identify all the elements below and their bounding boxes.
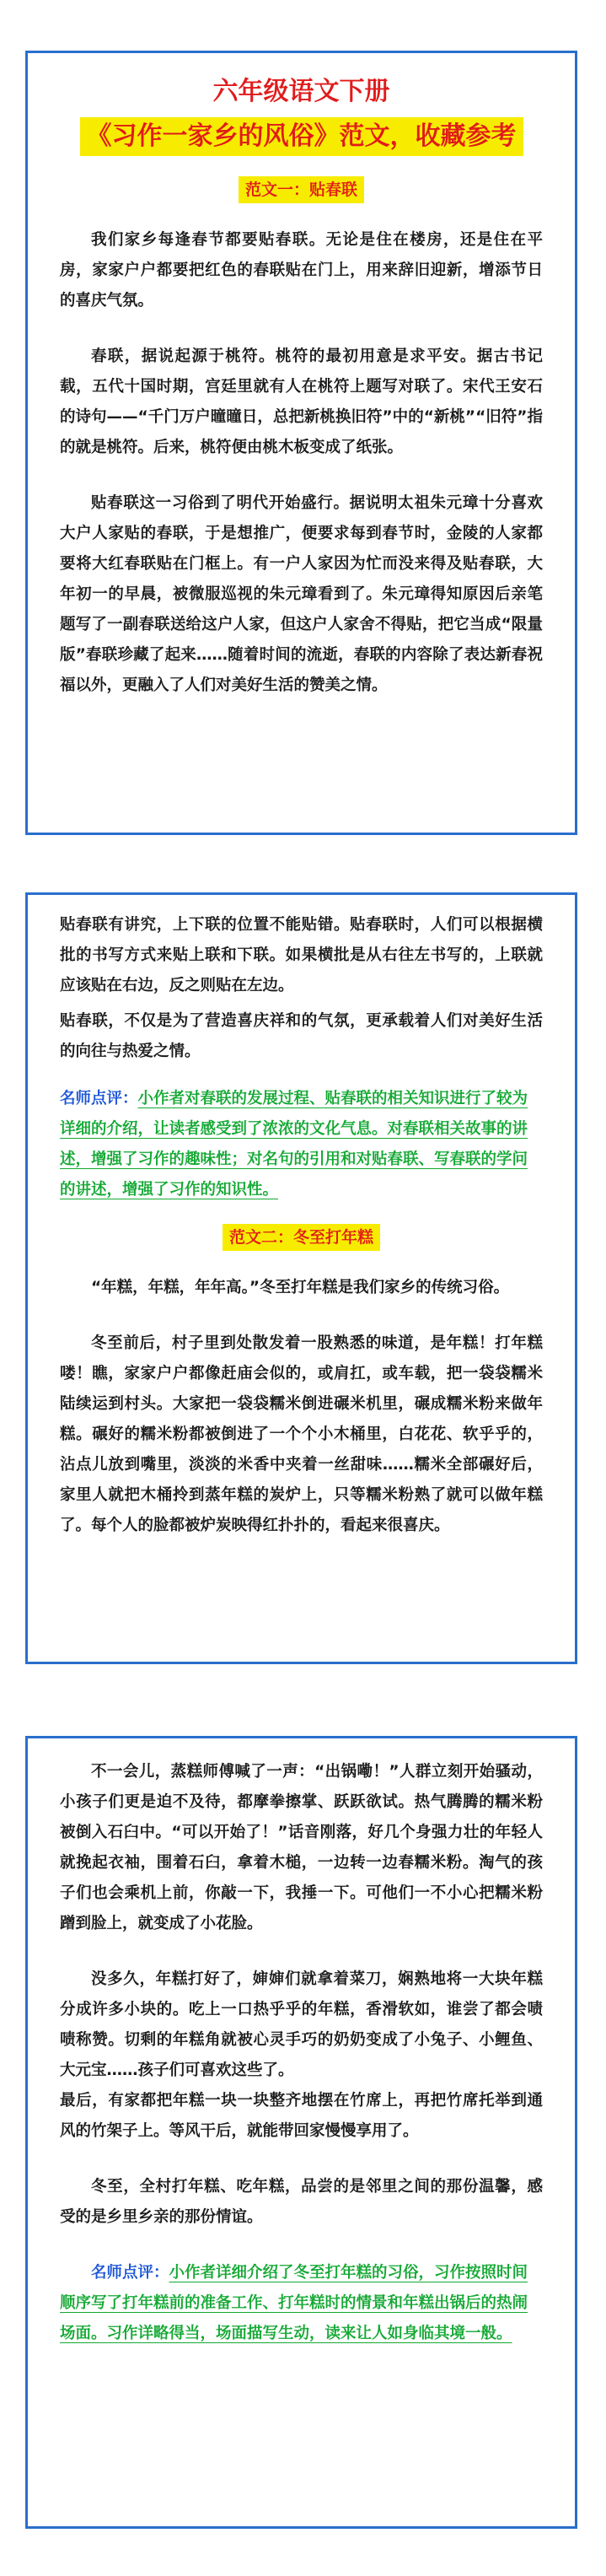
essay-2-comment-text: 小作者详细介绍了冬至打年糕的习俗，习作按照时间顺序写了打年糕前的准备工作、打年糕时的情景和年糕出锅后的热闹场面。习作详略得当，场面描写生动，读来让人如身临其境一般。 (60, 2264, 528, 2342)
essay-1-paragraph-5: 贴春联，不仅是为了营造喜庆祥和的气氛，更承载着人们对美好生活的向往与热爱之情。 (60, 1012, 543, 1060)
essay-2-paragraph-2: 冬至前后，村子里到处散发着一股熟悉的味道，是年糕！打年糕喽！瞧，家家户户都像赶庙会似的，或肩扛，或车载，把一袋袋糯米陆续运到村头。大家把一袋袋糯米倒进碾米机里，碾成糯米粉来做年糕。碾好的糯米粉都被倒进了一个个小木桶里，白花花、软乎乎的，沾点儿放到嘴里，淡淡的米香中夹着一丝甜味……糯米全部碾好后，家里人就把木桶拎到蒸年糕的炭炉上，只等糯米粉熟了就可以做年糕了。每个人的脸都被炉炭映得红扑扑的，看起来很喜庆。 (60, 1334, 543, 1534)
essay-2-comment (60, 2258, 543, 2349)
essay-2-heading: 范文二：冬至打年糕 (223, 1224, 380, 1251)
card-3 (25, 1736, 577, 2529)
essay-2-paragraph-4b: 最后，有家都把年糕一块一块整齐地摆在竹席上，再把竹席托举到通风的竹架子上。等风干后，就能带回家慢慢享用了。 (60, 2092, 543, 2140)
essay-1-paragraph-2: 春联，据说起源于桃符。桃符的最初用意是求平安。据古书记载，五代十国时期，宫廷里就有人在桃符上题写对联了。宋代王安石的诗句——“千门万户曈曈日，总把新桃换旧符”中的“新桃”“旧符”指的就是桃符。后来，桃符便由桃木板变成了纸张。 (60, 348, 543, 456)
subtitle-wrap (60, 117, 543, 156)
page-title: 六年级语文下册 (212, 77, 390, 106)
essay-2-comment-label: 名师点评： (91, 2264, 169, 2282)
essay-2-paragraph-4: 没多久，年糕打好了，婶婶们就拿着菜刀，娴熟地将一大块年糕分成许多小块的。吃上一口热乎乎的年糕，香滑软如，谁尝了都会啧啧称赞。切剩的年糕角就被心灵手巧的奶奶变成了小兔子、小鲤鱼、大元宝……孩子们可喜欢这些了。 (60, 1970, 543, 2079)
card-1 (25, 51, 577, 835)
essay-1-comment-label: 名师点评： (60, 1090, 138, 1107)
essay-2-heading-wrap (60, 1224, 543, 1251)
essay-1-heading: 范文一：贴春联 (239, 176, 364, 203)
card-2 (25, 892, 577, 1664)
essay-1-heading-wrap (60, 176, 543, 203)
essay-2-paragraph-1: “年糕，年糕，年年高。”冬至打年糕是我们家乡的传统习俗。 (91, 1279, 510, 1296)
essay-2-paragraph-5: 冬至，全村打年糕、吃年糕，品尝的是邻里之间的那份温馨，感受的是乡里乡亲的那份情谊。 (60, 2178, 543, 2226)
essay-1-paragraph-4: 贴春联有讲究，上下联的位置不能贴错。贴春联时，人们可以根据横批的书写方式来贴上联和下联。如果横批是从右往左书写的，上联就应该贴在右边，反之则贴在左边。 (60, 916, 543, 994)
essay-1-comment-text: 小作者对春联的发展过程、贴春联的相关知识进行了较为详细的介绍，让读者感受到了浓浓的文化气息。对春联相关故事的讲述，增强了习作的趣味性；对名句的引用和对贴春联、写春联的学问的讲述，增强了习作的知识性。 (60, 1090, 528, 1199)
essay-1-comment (60, 1084, 543, 1205)
page-subtitle: 《习作一家乡的风俗》范文，收藏参考 (80, 117, 523, 156)
essay-1-paragraph-3: 贴春联这一习俗到了明代开始盛行。据说明太祖朱元璋十分喜欢大户人家贴的春联，于是想推广，便要求每到春节时，金陵的人家都要将大红春联贴在门框上。有一户人家因为忙而没来得及贴春联，大年初一的早晨，被微服巡视的朱元璋看到了。朱元璋得知原因后亲笔题写了一副春联送给这户人家，但这户人家舍不得贴，把它当成“限量版”春联珍藏了起来……随着时间的流逝，春联的内容除了表达新春祝福以外，更融入了人们对美好生活的赞美之情。 (60, 494, 543, 694)
essay-1-paragraph-1: 我们家乡每逢春节都要贴春联。无论是住在楼房，还是住在平房，家家户户都要把红色的春联贴在门上，用来辞旧迎新，增添节日的喜庆气氛。 (60, 231, 543, 310)
essay-2-paragraph-3: 不一会儿，蒸糕师傅喊了一声：“出锅嘞！”人群立刻开始骚动，小孩子们更是迫不及待，都摩拳擦掌、跃跃欲试。热气腾腾的糯米粉被倒入石臼中。“可以开始了！”话音刚落，好几个身强力壮的年轻人就挽起衣袖，围着石臼，拿着木槌，一边转一边春糯米粉。淘气的孩子们也会乘机上前，你敲一下，我捶一下。可他们一不小心把糯米粉蹭到脸上，就变成了小花脸。 (60, 1763, 543, 1932)
